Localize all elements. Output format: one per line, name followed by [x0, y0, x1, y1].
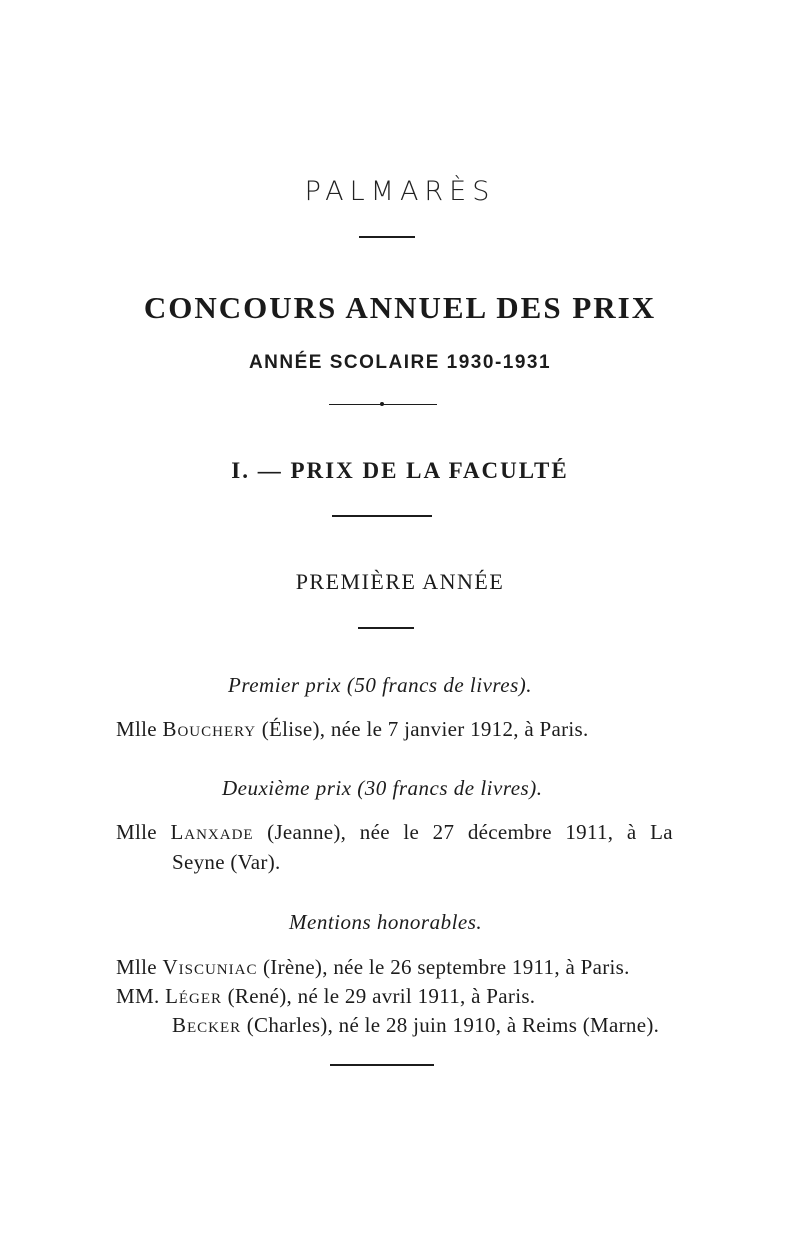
- winner-continuation: Seyne (Var).: [172, 850, 281, 874]
- winner-prefix: MM.: [116, 984, 160, 1008]
- winner-details: (René), né le 29 avril 1911, à Paris.: [227, 984, 536, 1008]
- prize-title: Deuxième prix (30 francs de livres).: [222, 776, 543, 800]
- winner-line: [116, 820, 673, 845]
- divider: [332, 515, 432, 517]
- winner-prefix: Mlle: [116, 820, 157, 844]
- winner-details: (Jeanne), née le 27 décembre 1911, à La: [267, 820, 673, 844]
- contest-title: CONCOURS ANNUEL DES PRIX: [143, 290, 657, 325]
- prize-title: Mentions honorables.: [289, 910, 483, 934]
- winner-prefix: Mlle: [116, 717, 157, 741]
- winner-name: Bouchery: [162, 717, 257, 741]
- section-heading: I. — PRIX DE LA FACULTÉ: [231, 458, 569, 483]
- winner-line: [116, 984, 535, 1009]
- page-title: PALMARÈS: [304, 176, 496, 207]
- divider: [330, 1064, 434, 1066]
- winner-name: Léger: [165, 984, 223, 1008]
- winner-prefix: Mlle: [116, 955, 157, 979]
- divider: [359, 236, 415, 238]
- divider: [358, 627, 414, 629]
- winner-name: Viscuniac: [162, 955, 258, 979]
- school-year: ANNÉE SCOLAIRE 1930-1931: [248, 352, 552, 373]
- ornament-dot: [380, 402, 384, 406]
- winner-details: (Charles), né le 28 juin 1910, à Reims (Marne).: [246, 1013, 660, 1037]
- winner-details: (Élise), née le 7 janvier 1912, à Paris.: [261, 717, 589, 741]
- winner-details: (Irène), née le 26 septembre 1911, à Paris.: [263, 955, 630, 979]
- winner-line: [172, 1013, 659, 1038]
- prize-title: Premier prix (50 francs de livres).: [228, 673, 533, 697]
- winner-line: [116, 717, 589, 742]
- winner-name: Lanxade: [170, 820, 254, 844]
- winner-line: [116, 955, 630, 980]
- winner-name: Becker: [172, 1013, 242, 1037]
- year-heading: PREMIÈRE ANNÉE: [295, 569, 505, 594]
